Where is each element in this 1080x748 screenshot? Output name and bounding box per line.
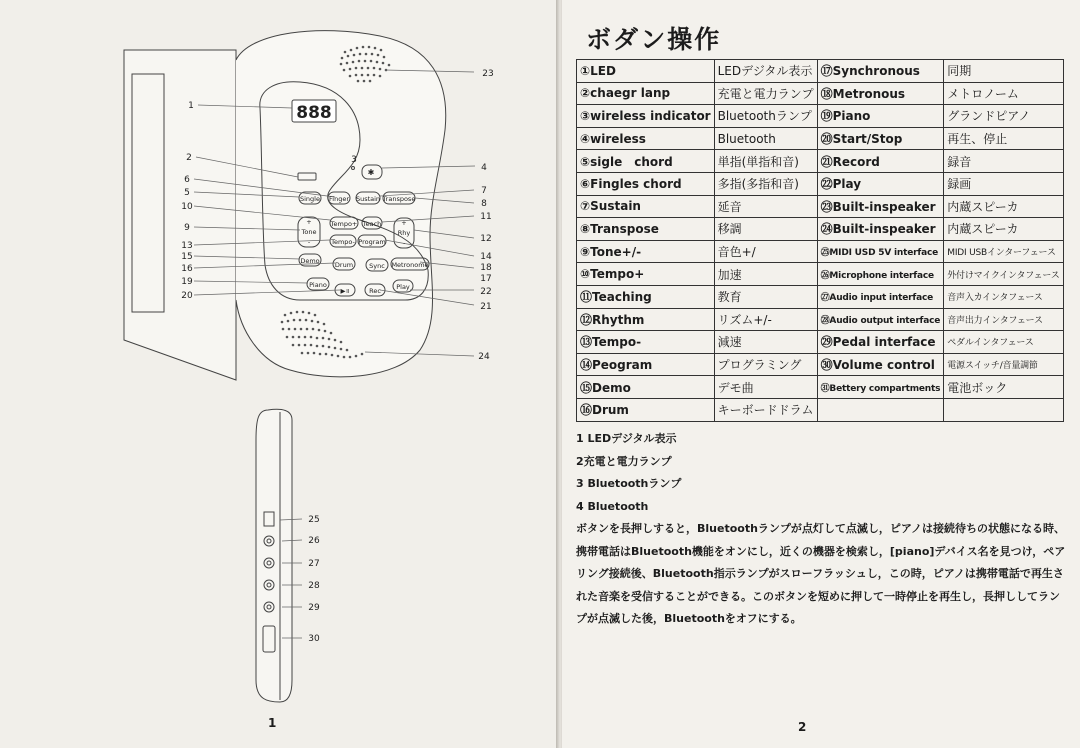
table-cell: 減速	[714, 331, 817, 354]
table-row	[577, 308, 1064, 331]
table-cell: ⑳Start/Stop	[817, 127, 944, 150]
callout-29: 29	[308, 603, 320, 613]
description-line: 2充電と電力ランプ	[576, 454, 672, 468]
table-cell: Bluetooth	[714, 127, 817, 150]
tone-minus-label: -	[307, 238, 311, 246]
table-cell: 外付けマイクインタフェース	[944, 263, 1063, 286]
transpose-button: Transpose	[382, 195, 416, 203]
right-page	[562, 0, 1080, 748]
table-cell: ②chaegr lanp	[577, 82, 715, 105]
bluetooth-icon: ✱	[367, 168, 375, 177]
table-cell: ⑰Synchronous	[817, 60, 944, 83]
table-cell: 録画	[944, 172, 1063, 195]
description-line: 3 Bluetoothランプ	[576, 477, 682, 490]
callout-23: 23	[482, 69, 494, 79]
description-line: 携帯電話はBluetooth機能をオンにし，近くの機器を検索し，[piano]デバイス名を見つけ，ペア	[576, 544, 1066, 558]
table-cell: メトロノーム	[944, 82, 1063, 105]
callout-8: 8	[481, 199, 487, 209]
table-cell: ㉒Play	[817, 172, 944, 195]
table-cell: Bluetoothランプ	[714, 105, 817, 128]
table-cell: 教育	[714, 285, 817, 308]
page-number-right: 2	[798, 720, 807, 734]
table-cell	[817, 398, 944, 421]
callout-28: 28	[308, 581, 320, 591]
callout-9: 9	[184, 223, 190, 233]
callout-6: 6	[184, 175, 190, 185]
table-cell	[944, 398, 1063, 421]
callout-21: 21	[480, 302, 492, 312]
table-cell: ①LED	[577, 60, 715, 83]
description-line: れた音楽を受信することができる。このボタンを短めに押して一時停止を再生し，長押ししてラン	[576, 589, 1060, 603]
table-cell: ⑲Piano	[817, 105, 944, 128]
table-cell: 音声入カインタフェース	[944, 285, 1063, 308]
table-row	[577, 195, 1064, 218]
table-cell: 単指(単指和音)	[714, 150, 817, 173]
table-cell: 加速	[714, 263, 817, 286]
table-cell: ⑪Teaching	[577, 285, 715, 308]
table-cell: ⑱Metronous	[817, 82, 944, 105]
table-cell: 録音	[944, 150, 1063, 173]
table-row	[577, 150, 1064, 173]
page-title: ボダン操作	[586, 25, 722, 54]
callout-12: 12	[480, 234, 492, 244]
side-profile	[256, 409, 292, 702]
callout-1: 1	[188, 101, 194, 111]
table-row	[577, 398, 1064, 421]
table-cell: ㉛Bettery compartments	[817, 376, 944, 399]
sustain-button: Sustain	[355, 195, 381, 203]
table-row	[577, 331, 1064, 354]
play-pause-button: ▶॥	[340, 287, 350, 295]
table-cell: ⑯Drum	[577, 398, 715, 421]
table-row	[577, 172, 1064, 195]
page-number-left: 1	[268, 716, 277, 730]
callout-10: 10	[181, 202, 193, 212]
table-cell: ③wireless indicator	[577, 105, 715, 128]
table-cell: 再生、停止	[944, 127, 1063, 150]
table-row	[577, 376, 1064, 399]
callout-14: 14	[480, 252, 492, 262]
table-cell: 延音	[714, 195, 817, 218]
table-cell: 音色+/	[714, 240, 817, 263]
sync-button: Sync	[369, 262, 385, 270]
description-line: 1 LEDデジタル表示	[576, 432, 677, 445]
callout-20: 20	[181, 291, 193, 301]
finger-button: Finger	[329, 195, 349, 203]
table-cell: ⑨Tone+/-	[577, 240, 715, 263]
button-table	[576, 59, 1064, 422]
table-cell: 電池ボック	[944, 376, 1063, 399]
table-cell: MIDI USBインターフェース	[944, 240, 1063, 263]
table-cell: 内蔵スピーカ	[944, 195, 1063, 218]
table-cell: リズム+/-	[714, 308, 817, 331]
tone-button: Tone	[301, 228, 317, 236]
table-row	[577, 218, 1064, 241]
table-cell: 多指(多指和音)	[714, 172, 817, 195]
demo-button: Demo	[300, 257, 320, 265]
table-cell: ㉗Audio input interface	[817, 285, 944, 308]
rhy-button: Rhy	[397, 229, 411, 237]
table-row	[577, 240, 1064, 263]
callout-13: 13	[181, 241, 193, 251]
drum-button: Drum	[334, 261, 354, 269]
table-cell: 内蔵スピーカ	[944, 218, 1063, 241]
table-cell: グランドピアノ	[944, 105, 1063, 128]
table-cell: ⑥Fingles chord	[577, 172, 715, 195]
description-block	[576, 428, 1066, 631]
description-line: リング接続後、Bluetooth指示ランプがスローフラッシュし，この時，ピアノは携帯電話で再生さ	[576, 567, 1064, 580]
teach-button: Teach	[362, 220, 382, 228]
callout-30: 30	[308, 634, 320, 644]
table-cell: ㉓Built-inspeaker	[817, 195, 944, 218]
callout-18: 18	[480, 263, 492, 273]
table-row	[577, 263, 1064, 286]
tone-plus-label: +	[306, 218, 312, 226]
program-button: Program	[358, 238, 386, 246]
table-cell: ⑭Peogram	[577, 353, 715, 376]
callout-3: 3	[351, 155, 357, 165]
table-cell: ㉚Volume control	[817, 353, 944, 376]
table-row	[577, 285, 1064, 308]
description-line: プが点滅した後，Bluetoothをオフにする。	[576, 612, 802, 625]
piano-button: Piano	[309, 281, 327, 289]
display-digits: 888	[296, 103, 332, 123]
table-cell: 移調	[714, 218, 817, 241]
table-cell: デモ曲	[714, 376, 817, 399]
description-line: ボタンを長押しすると，Bluetoothランプが点灯して点滅し，ピアノは接続待ちの状態になる時、	[576, 522, 1066, 535]
table-cell: ⑦Sustain	[577, 195, 715, 218]
table-cell: ⑫Rhythm	[577, 308, 715, 331]
table-row	[577, 60, 1064, 83]
table-cell: 音声出力インタフェース	[944, 308, 1063, 331]
callout-24: 24	[478, 352, 490, 362]
metronome-button: Metronome	[391, 261, 429, 269]
table-row	[577, 105, 1064, 128]
table-cell: 電源スイッチ/音量調節	[944, 353, 1063, 376]
table-cell: ㉙Pedal interface	[817, 331, 944, 354]
table-cell: ⑬Tempo-	[577, 331, 715, 354]
table-cell: ペダルインタフェース	[944, 331, 1063, 354]
tempo-plus-button: Tempo+	[330, 220, 358, 228]
callout-2: 2	[186, 153, 192, 163]
table-cell: キーボードドラム	[714, 398, 817, 421]
table-cell: LEDデジタル表示	[714, 60, 817, 83]
table-cell: ⑩Tempo+	[577, 263, 715, 286]
single-button: Single	[300, 195, 320, 203]
table-cell: プログラミング	[714, 353, 817, 376]
table-row	[577, 353, 1064, 376]
description-line: 4 Bluetooth	[576, 499, 649, 513]
table-cell: ⑤sigle chord	[577, 150, 715, 173]
rhy-plus-label: +	[401, 219, 407, 227]
callout-7: 7	[481, 186, 487, 196]
table-cell: ㉔Built-inspeaker	[817, 218, 944, 241]
table-cell: ⑧Transpose	[577, 218, 715, 241]
callout-5: 5	[184, 188, 190, 198]
callout-27: 27	[308, 559, 320, 569]
table-cell: ⑮Demo	[577, 376, 715, 399]
table-cell: ㉑Record	[817, 150, 944, 173]
callout-22: 22	[480, 287, 492, 297]
table-row	[577, 127, 1064, 150]
table-cell: ㉖Microphone interface	[817, 263, 944, 286]
callout-19: 19	[181, 277, 193, 287]
callout-17: 17	[480, 274, 492, 284]
table-cell: 同期	[944, 60, 1063, 83]
table-cell: ㉘Audio output interface	[817, 308, 944, 331]
callout-16: 16	[181, 264, 193, 274]
callout-25: 25	[308, 515, 320, 525]
callout-15: 15	[181, 252, 193, 262]
table-cell: 充電と電力ランプ	[714, 82, 817, 105]
table-row	[577, 82, 1064, 105]
callout-11: 11	[480, 212, 492, 222]
callout-4: 4	[481, 163, 487, 173]
table-cell: ④wireless	[577, 127, 715, 150]
rec-button: Rec	[369, 287, 381, 295]
tempo-minus-button: Tempo-	[331, 238, 355, 246]
play-button: Play	[396, 283, 410, 291]
callout-26: 26	[308, 536, 320, 546]
table-cell: ㉕MIDI USD 5V interface	[817, 240, 944, 263]
rhy-minus-label: -	[402, 239, 406, 247]
